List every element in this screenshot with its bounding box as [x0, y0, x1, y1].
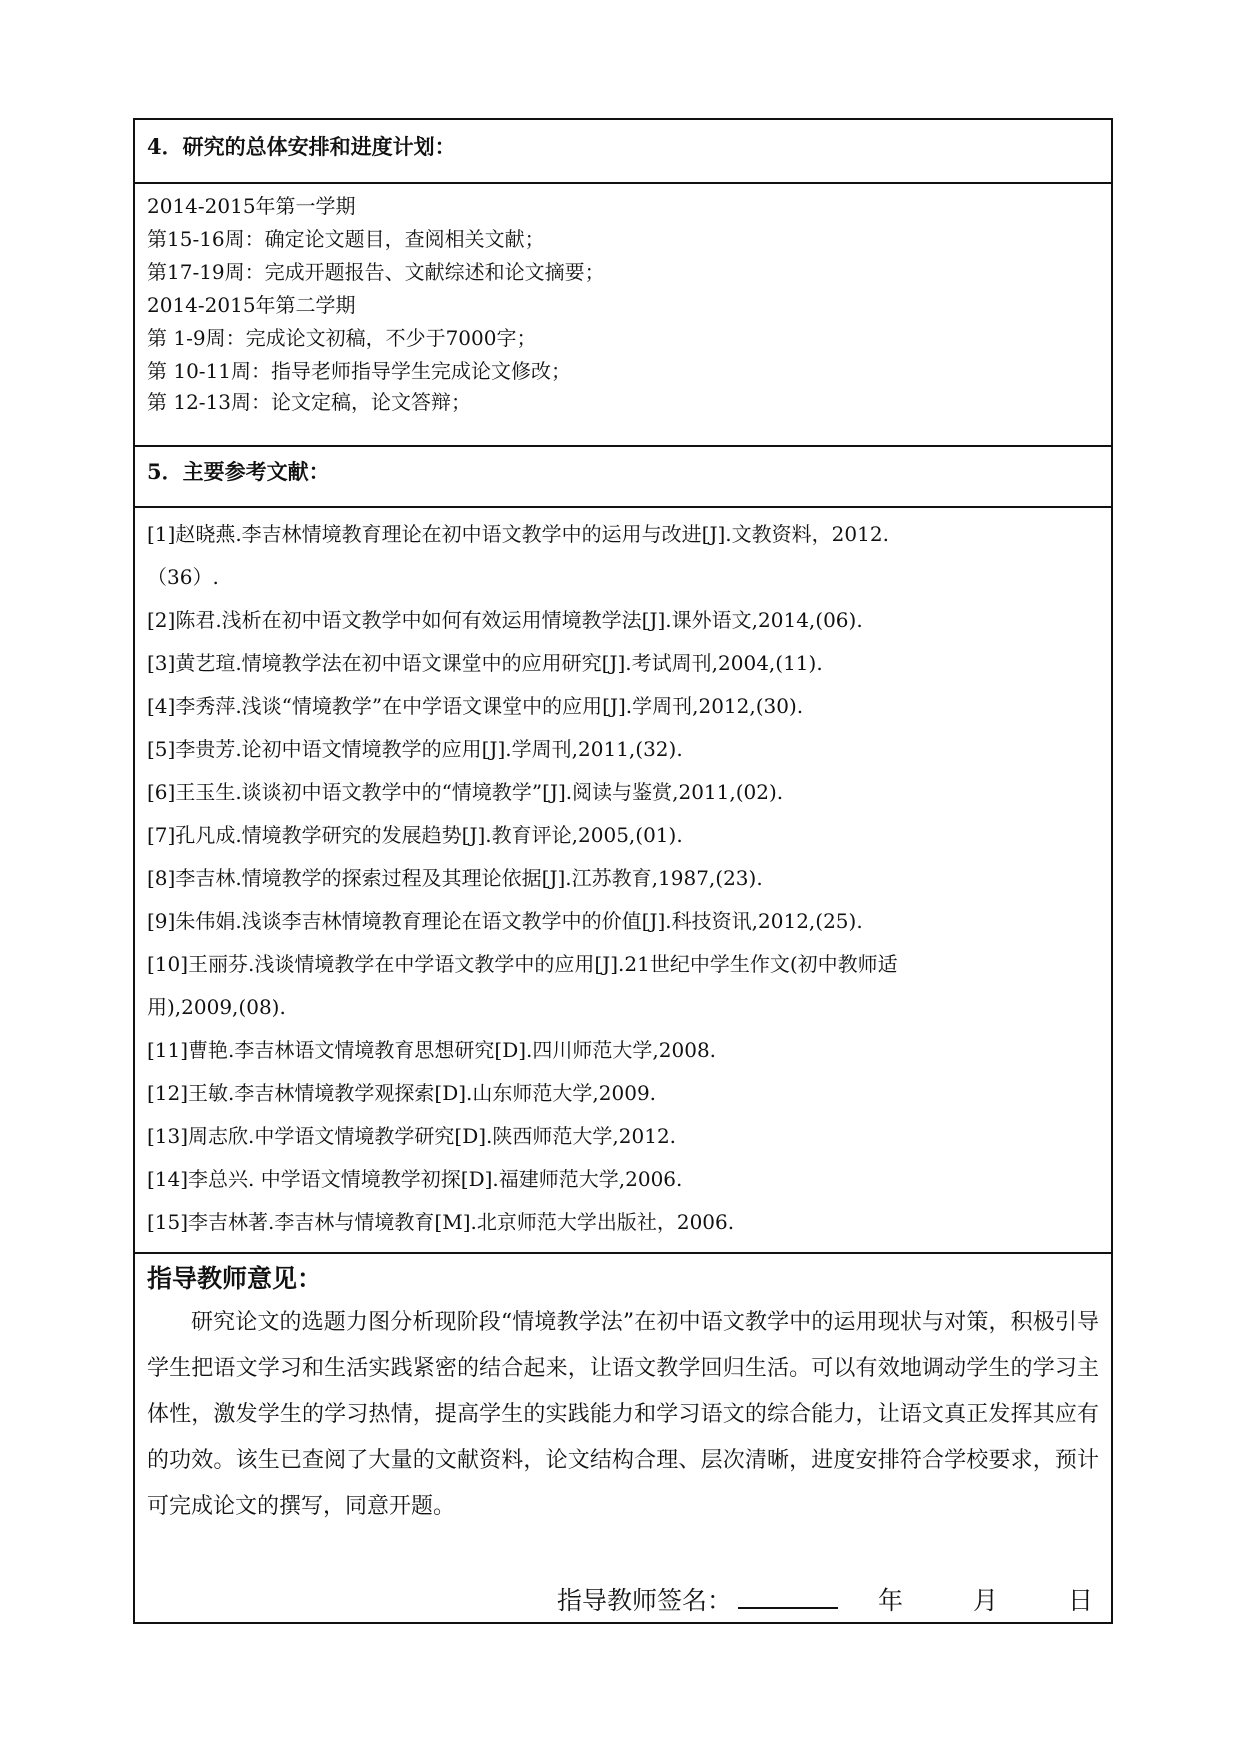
teacher-opinion-cell: [135, 1262, 1111, 1622]
reference-line: [1]赵晓燕.李吉林情境教育理论在初中语文教学中的运用与改进[J].文教资料，2012.: [147, 522, 889, 546]
teacher-opinion-text: 研究论文的选题力图分析现阶段“情境教学法”在初中语文教学中的运用现状与对策，积极引导学生把语文学习和生活实践紧密的结合起来，让语文教学回归生活。可以有效地调动学生的学习主体性，激发学生的学习热情，提高学生的实践能力和学习语文的综合能力，让语文真正发挥其应有的功效。该生已查阅了大量的文献资料，论文结构合理、层次清晰，进度安排符合学校要求，预计可完成论文的撰写，同意开题。: [147, 1310, 1099, 1519]
reference-line: [14]李总兴. 中学语文情境教学初探[D].福建师范大学,2006.: [147, 1167, 683, 1191]
schedule-line: 第 10-11周：指导老师指导学生完成论文修改；: [147, 359, 572, 383]
reference-line: [12]王敏.李吉林情境教学观探索[D].山东师范大学,2009.: [147, 1081, 657, 1105]
reference-line: [13]周志欣.中学语文情境教学研究[D].陕西师范大学,2012.: [147, 1124, 677, 1148]
reference-line: [11]曹艳.李吉林语文情境教育思想研究[D].四川师范大学,2008.: [147, 1038, 717, 1062]
section5-heading-row: [135, 457, 1111, 497]
reference-line: [8]李吉林.情境教学的探索过程及其理论依据[J].江苏教育,1987,(23).: [147, 866, 763, 890]
schedule-line: 第 1-9周：完成论文初稿，不少于7000字；: [147, 326, 537, 350]
reference-line: [4]李秀萍.浅谈“情境教学”在中学语文课堂中的应用[J].学周刊,2012,(30).: [147, 694, 804, 718]
schedule-line: 第 12-13周：论文定稿，论文答辩；: [147, 390, 472, 414]
reference-line: 用),2009,(08).: [147, 995, 286, 1019]
schedule-line: 第15-16周：确定论文题目，查阅相关文献；: [147, 227, 545, 251]
month-label: 月: [972, 1586, 998, 1615]
divider: [135, 182, 1111, 184]
year-label: 年: [877, 1586, 903, 1615]
schedule-line: 第17-19周：完成开题报告、文献综述和论文摘要；: [147, 260, 605, 284]
reference-line: [5]李贵芳.论初中语文情境教学的应用[J].学周刊,2011,(32).: [147, 737, 683, 761]
reference-line: （36）.: [147, 565, 219, 589]
section5-heading: 5．主要参考文献：: [147, 459, 330, 484]
reference-line: [15]李吉林著.李吉林与情境教育[M].北京师范大学出版社，2006.: [147, 1210, 735, 1234]
divider: [135, 506, 1111, 508]
signature-row: [557, 1583, 1093, 1618]
divider: [135, 1252, 1111, 1254]
section4-heading: 4．研究的总体安排和进度计划：: [147, 134, 456, 159]
day-label: 日: [1067, 1586, 1093, 1615]
reference-line: [9]朱伟娟.浅谈李吉林情境教育理论在语文教学中的价值[J].科技资讯,2012,(25).: [147, 909, 863, 933]
reference-line: [7]孔凡成.情境教学研究的发展趋势[J].教育评论,2005,(01).: [147, 823, 683, 847]
schedule-line: 2014-2015年第一学期: [147, 194, 356, 218]
section4-heading-row: [135, 132, 1111, 172]
reference-line: [6]王玉生.谈谈初中语文教学中的“情境教学”[J].阅读与鉴赏,2011,(02).: [147, 780, 784, 804]
schedule-line: 2014-2015年第二学期: [147, 293, 356, 317]
reference-line: [10]王丽芬.浅谈情境教学在中学语文教学中的应用[J].21世纪中学生作文(初中教师适: [147, 952, 898, 976]
section4-schedule: [135, 190, 1111, 416]
divider: [135, 445, 1111, 447]
signature-label: 指导教师签名：: [556, 1586, 732, 1615]
reference-line: [2]陈君.浅析在初中语文教学中如何有效运用情境教学法[J].课外语文,2014,(06).: [147, 608, 863, 632]
proposal-form-table: [133, 118, 1113, 1624]
signature-blank[interactable]: [738, 1583, 838, 1609]
section5-references: [135, 513, 1111, 1244]
reference-line: [3]黄艺瑄.情境教学法在初中语文课堂中的应用研究[J].考试周刊,2004,(11).: [147, 651, 823, 675]
teacher-opinion-heading: 指导教师意见：: [147, 1264, 323, 1293]
